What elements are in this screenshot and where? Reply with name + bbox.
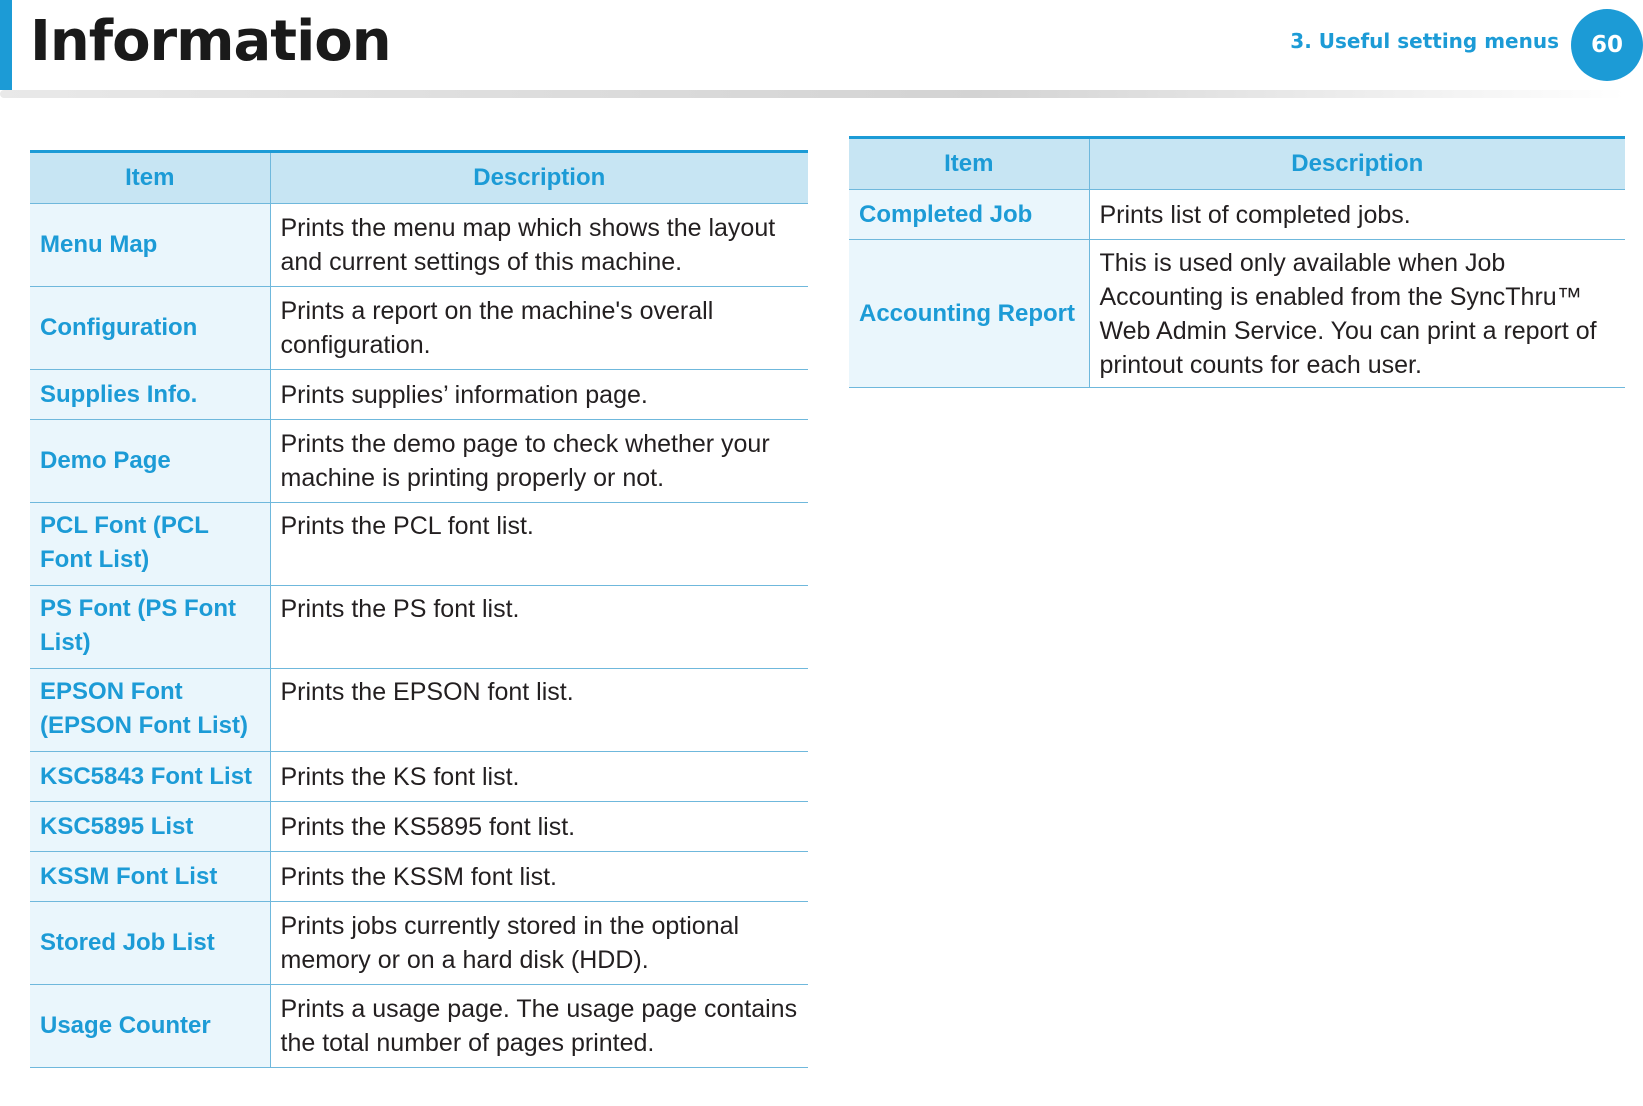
description-cell: Prints the KS font list. xyxy=(270,752,808,802)
item-cell: Stored Job List xyxy=(30,902,270,985)
table-row xyxy=(30,985,808,1068)
table-row xyxy=(30,503,808,586)
table-row xyxy=(849,190,1625,240)
table-row xyxy=(30,852,808,902)
item-cell: KSC5843 Font List xyxy=(30,752,270,802)
header-divider xyxy=(0,90,1625,98)
menu-table-right xyxy=(849,136,1625,388)
column-header-description: Description xyxy=(270,152,808,204)
table-row xyxy=(849,240,1625,388)
item-cell: Configuration xyxy=(30,287,270,370)
description-cell: Prints the KSSM font list. xyxy=(270,852,808,902)
item-cell: KSSM Font List xyxy=(30,852,270,902)
title-accent-bar xyxy=(0,0,12,90)
table-row xyxy=(30,370,808,420)
table-row xyxy=(30,586,808,669)
item-cell: Demo Page xyxy=(30,420,270,503)
item-cell: Supplies Info. xyxy=(30,370,270,420)
column-header-description: Description xyxy=(1089,138,1625,190)
menu-table-left xyxy=(30,150,808,1068)
description-cell: Prints the PCL font list. xyxy=(270,503,808,586)
item-cell: PCL Font (PCL Font List) xyxy=(30,503,270,586)
section-label: 3. Useful setting menus xyxy=(1290,29,1559,53)
item-cell: Menu Map xyxy=(30,204,270,287)
item-cell: Accounting Report xyxy=(849,240,1089,388)
item-cell: KSC5895 List xyxy=(30,802,270,852)
table-row xyxy=(30,420,808,503)
page-number-badge: 60 xyxy=(1571,9,1643,81)
description-cell: Prints the KS5895 font list. xyxy=(270,802,808,852)
description-cell: Prints the EPSON font list. xyxy=(270,669,808,752)
table-row xyxy=(30,902,808,985)
description-cell: Prints a report on the machine's overall configuration. xyxy=(270,287,808,370)
page-title: Information xyxy=(30,9,391,74)
table-row xyxy=(30,802,808,852)
table-row xyxy=(30,204,808,287)
description-cell: Prints jobs currently stored in the optional memory or on a hard disk (HDD). xyxy=(270,902,808,985)
description-cell: Prints the menu map which shows the layout and current settings of this machine. xyxy=(270,204,808,287)
description-cell: Prints list of completed jobs. xyxy=(1089,190,1625,240)
description-cell: Prints the PS font list. xyxy=(270,586,808,669)
item-cell: PS Font (PS Font List) xyxy=(30,586,270,669)
item-cell: EPSON Font (EPSON Font List) xyxy=(30,669,270,752)
description-cell: This is used only available when Job Accounting is enabled from the SyncThru™ Web Admin Service. You can print a report of printout counts for each user. xyxy=(1089,240,1625,388)
table-row xyxy=(30,669,808,752)
table-row xyxy=(30,287,808,370)
item-cell: Usage Counter xyxy=(30,985,270,1068)
column-header-item: Item xyxy=(849,138,1089,190)
description-cell: Prints the demo page to check whether your machine is printing properly or not. xyxy=(270,420,808,503)
column-header-item: Item xyxy=(30,152,270,204)
table-row xyxy=(30,752,808,802)
description-cell: Prints a usage page. The usage page contains the total number of pages printed. xyxy=(270,985,808,1068)
description-cell: Prints supplies’ information page. xyxy=(270,370,808,420)
item-cell: Completed Job xyxy=(849,190,1089,240)
table-header-row xyxy=(30,152,808,204)
table-header-row xyxy=(849,138,1625,190)
